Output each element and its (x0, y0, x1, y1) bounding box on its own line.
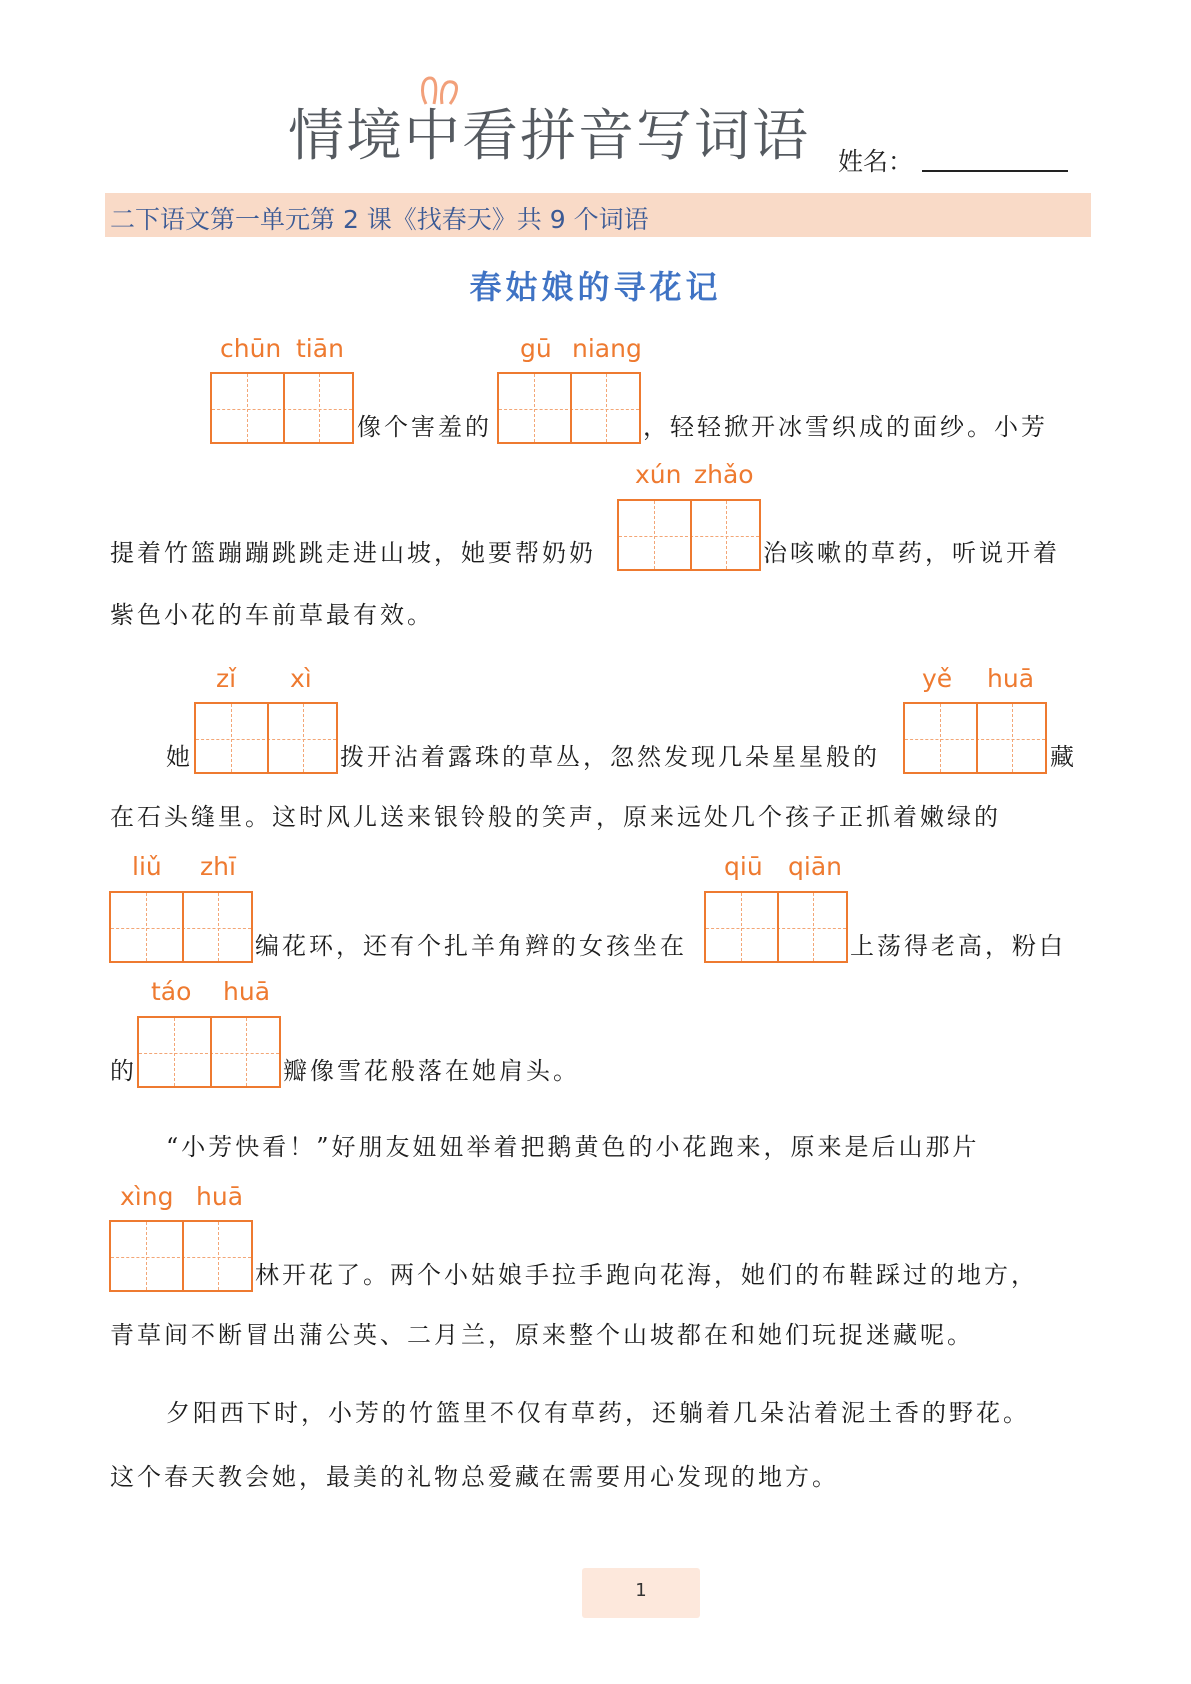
name-label: 姓名： (838, 147, 914, 176)
lesson-banner-text: 二下语文第一单元第 2 课《找春天》共 9 个词语 (110, 205, 649, 234)
writing-grid-xunzhao[interactable] (617, 499, 761, 571)
story-text: 拨开沾着露珠的草丛，忽然发现几朵星星般的 (340, 743, 880, 771)
pinyin-label: niang (572, 334, 642, 363)
writing-grid-xinghua[interactable] (109, 1220, 253, 1292)
pinyin-label: yě (922, 664, 953, 693)
writing-grid-liuzhi[interactable] (109, 891, 253, 963)
story-title: 春姑娘的寻花记 (469, 268, 722, 306)
writing-grid-taohua[interactable] (137, 1016, 281, 1088)
story-text: 的 (110, 1057, 137, 1085)
story-text: ，轻轻掀开冰雪织成的面纱。小芳 (643, 413, 1048, 441)
story-text: 像个害羞的 (357, 413, 492, 441)
pinyin-label: chūn (220, 334, 282, 363)
pinyin-label: xìng (120, 1182, 174, 1211)
pinyin-label: gū (520, 334, 552, 363)
page-number: 1 (635, 1580, 647, 1601)
pinyin-label: liǔ (132, 852, 162, 881)
worksheet-logo-title: 情境中看拼音写词语 (288, 104, 810, 169)
pinyin-label: táo (151, 977, 192, 1006)
story-text: 夕阳西下时，小芳的竹篮里不仅有草药，还躺着几朵沾着泥土香的野花。 (166, 1399, 1030, 1427)
story-text: 林开花了。两个小姑娘手拉手跑向花海，她们的布鞋踩过的地方， (255, 1261, 1038, 1289)
story-text: 紫色小花的车前草最有效。 (110, 601, 434, 629)
story-text: 她 (166, 743, 193, 771)
pinyin-label: qiū (724, 852, 763, 881)
story-text: 提着竹篮蹦蹦跳跳走进山坡，她要帮奶奶 (110, 539, 596, 567)
name-input-line[interactable] (922, 170, 1068, 172)
story-text: “小芳快看！”好朋友妞妞举着把鹅黄色的小花跑来，原来是后山那片 (166, 1133, 980, 1161)
pinyin-label: huā (987, 664, 1035, 693)
story-text: 上荡得老高，粉白 (850, 932, 1066, 960)
pinyin-label: zǐ (216, 664, 237, 693)
writing-grid-qiuqian[interactable] (704, 891, 848, 963)
story-text: 这个春天教会她，最美的礼物总爱藏在需要用心发现的地方。 (110, 1463, 839, 1491)
pinyin-label: huā (196, 1182, 244, 1211)
pinyin-label: zhī (200, 852, 236, 881)
pinyin-label: zhǎo (694, 460, 754, 489)
writing-grid-chuntian[interactable] (210, 372, 354, 444)
story-text: 在石头缝里。这时风儿送来银铃般的笑声，原来远处几个孩子正抓着嫩绿的 (110, 803, 1001, 831)
story-text: 瓣像雪花般落在她肩头。 (283, 1057, 580, 1085)
pinyin-label: huā (223, 977, 271, 1006)
pinyin-label: tiān (296, 334, 344, 363)
pinyin-label: xún (635, 460, 682, 489)
story-text: 编花环，还有个扎羊角辫的女孩坐在 (255, 932, 687, 960)
story-text: 青草间不断冒出蒲公英、二月兰，原来整个山坡都在和她们玩捉迷藏呢。 (110, 1321, 974, 1349)
story-text: 治咳嗽的草药，听说开着 (763, 539, 1060, 567)
pinyin-label: qiān (788, 852, 842, 881)
pinyin-label: xì (290, 664, 312, 693)
writing-grid-guniang[interactable] (497, 372, 641, 444)
writing-grid-zixi[interactable] (194, 702, 338, 774)
writing-grid-yehua[interactable] (903, 702, 1047, 774)
story-text: 藏 (1050, 743, 1077, 771)
